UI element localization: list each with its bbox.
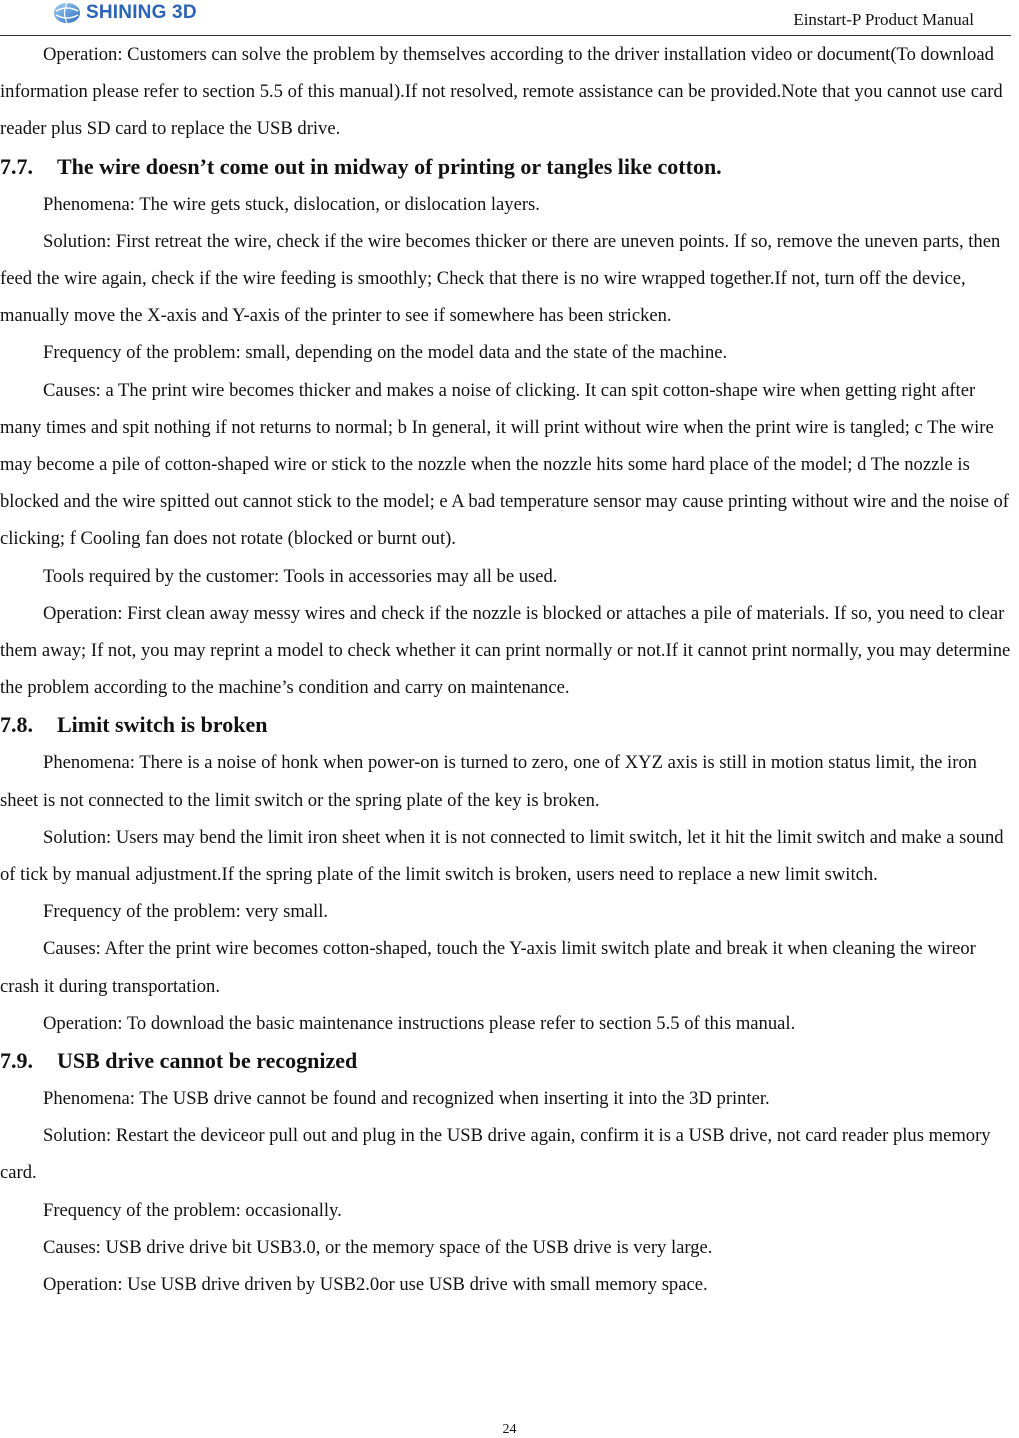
brand-name: SHINING 3D [86,2,197,23]
s77-frequency: Frequency of the problem: small, depending on the model data and the state of the machine. [43,342,728,364]
section-number: 7.9. [0,1048,33,1074]
section-7-9-heading [0,1042,1019,1080]
s77-operation: Operation: First clean away messy wires and check if the nozzle is blocked or attaches a pile of materials. If so, you need to clear them away; If not, you may reprint a model to check whether it can print normally or not.If it cannot print normally, you may determine the problem according to the machine’s condition and carry on maintenance. [0,602,1011,699]
section-title: Limit switch is broken [57,712,268,738]
s77-causes: Causes: a The print wire becomes thicker and makes a noise of clicking. It can spit cotton-shape wire when getting right after many times and spit nothing if not returns to normal; b In general, it will print without wire when the print wire is tangled; c The wire may become a pile of cotton-shaped wire or stick to the nozzle when the nozzle hits some hard place of the model; d The nozzle is blocked and the wire spitted out cannot stick to the model; e A bad temperature sensor may cause printing without wire and the noise of clicking; f Cooling fan does not rotate (blocked or burnt out). [0,379,1009,550]
section-title: USB drive cannot be recognized [57,1048,358,1074]
s78-frequency: Frequency of the problem: very small. [43,901,329,923]
section-number: 7.8. [0,712,33,738]
page-header [0,0,1019,38]
page-content [0,36,1019,1303]
s79-phenomena: Phenomena: The USB drive cannot be found and recognized when inserting it into the 3D printer. [43,1088,770,1110]
s79-operation: Operation: Use USB drive driven by USB2.0or use USB drive with small memory space. [43,1274,708,1296]
s79-frequency: Frequency of the problem: occasionally. [43,1199,342,1221]
s78-operation: Operation: To download the basic maintenance instructions please refer to section 5.5 of this manual. [43,1012,796,1034]
section-number: 7.7. [0,153,33,179]
s78-phenomena: Phenomena: There is a noise of honk when power-on is turned to zero, one of XYZ axis is still in motion status limit, the iron sheet is not connected to the limit switch or the spring plate of the key is broken. [0,752,977,811]
s77-solution: Solution: First retreat the wire, check if the wire becomes thicker or there are uneven points. If so, remove the uneven parts, then feed the wire again, check if the wire feeding is smoothly; Check that there is no wire wrapped together.If not, turn off the device, manually move the X-axis and Y-axis of the printer to see if somewhere has been stricken. [0,230,1001,327]
intro-operation-paragraph: Operation: Customers can solve the problem by themselves according to the driver installation video or document(To download information please refer to section 5.5 of this manual).If not resolved, remote assistance can be provided.Note that you cannot use card reader plus SD card to replace the USB drive. [0,44,1003,140]
section-title: The wire doesn’t come out in midway of printing or tangles like cotton. [57,153,722,179]
manual-title: Einstart-P Product Manual [793,10,974,29]
s78-solution: Solution: Users may bend the limit iron sheet when it is not connected to limit switch, let it hit the limit switch and make a sound of tick by manual adjustment.If the spring plate of the limit switch is broken, users need to replace a new limit switch. [0,826,1004,886]
globe-logo-icon [52,1,82,25]
s79-solution: Solution: Restart the deviceor pull out and plug in the USB drive again, confirm it is a USB drive, not card reader plus memory card. [0,1125,991,1184]
s79-causes: Causes: USB drive drive bit USB3.0, or the memory space of the USB drive is very large. [43,1236,713,1258]
s77-tools: Tools required by the customer: Tools in accessories may all be used. [43,565,558,587]
section-7-8-heading [0,706,1019,744]
s78-causes: Causes: After the print wire becomes cotton-shaped, touch the Y-axis limit switch plate and break it when cleaning the wireor crash it during transportation. [0,938,976,997]
s77-phenomena: Phenomena: The wire gets stuck, dislocation, or dislocation layers. [43,193,540,215]
brand-logo [52,0,197,26]
section-7-7-heading [0,148,1019,186]
page-number: 24 [502,1422,517,1437]
